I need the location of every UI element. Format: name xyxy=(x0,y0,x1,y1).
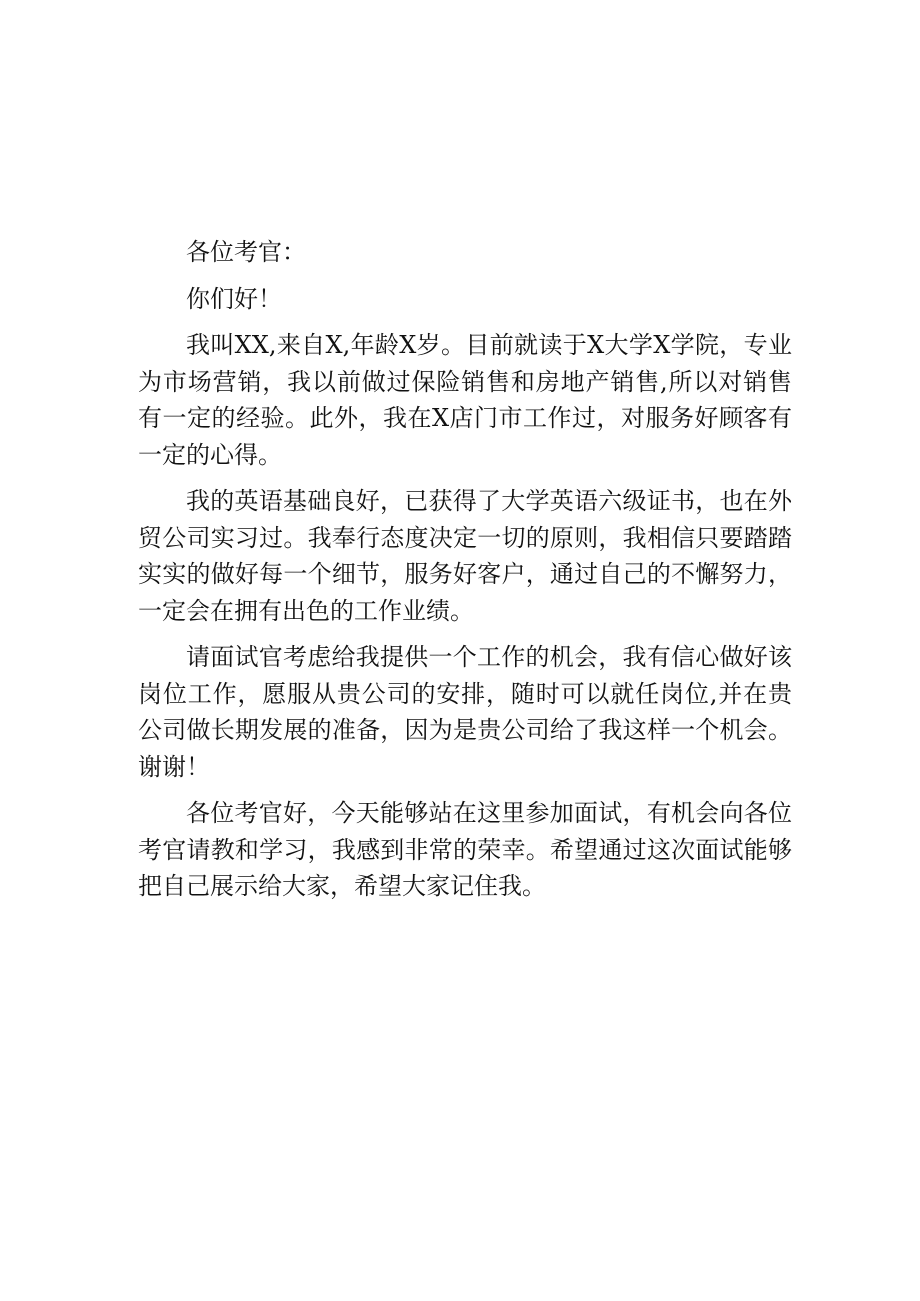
paragraph-closing: 各位考官好，今天能够站在这里参加面试，有机会向各位考官请教和学习，我感到非常的荣幸。希望通过这次面试能够把自己展示给大家，希望大家记住我。 xyxy=(138,799,792,900)
paragraph-introduction: 我叫XX,来自X,年龄X岁。目前就读于X大学X学院，专业为市场营销，我以前做过保险销售和房地产销售,所以对销售有一定的经验。此外，我在X店门市工作过，对服务好顾客有一定的心得。 xyxy=(138,331,792,469)
salutation-line: 各位考官： xyxy=(186,238,306,266)
spacer xyxy=(138,785,792,795)
spacer xyxy=(138,473,792,483)
spacer xyxy=(138,629,792,639)
greeting-line: 你们好！ xyxy=(186,284,282,313)
document-body xyxy=(138,234,792,905)
paragraph-request: 请面试官考虑给我提供一个工作的机会，我有信心做好该岗位工作，愿服从贵公司的安排，随时可以就任岗位,并在贵公司做长期发展的准备，因为是贵公司给了我这样一个机会。谢谢！ xyxy=(138,643,792,781)
spacer xyxy=(138,317,792,327)
spacer xyxy=(138,271,792,281)
paragraph-skills: 我的英语基础良好，已获得了大学英语六级证书，也在外贸公司实习过。我奉行态度决定一切的原则，我相信只要踏踏实实的做好每一个细节，服务好客户，通过自己的不懈努力，一定会在拥有出色的工作业绩。 xyxy=(138,487,792,625)
